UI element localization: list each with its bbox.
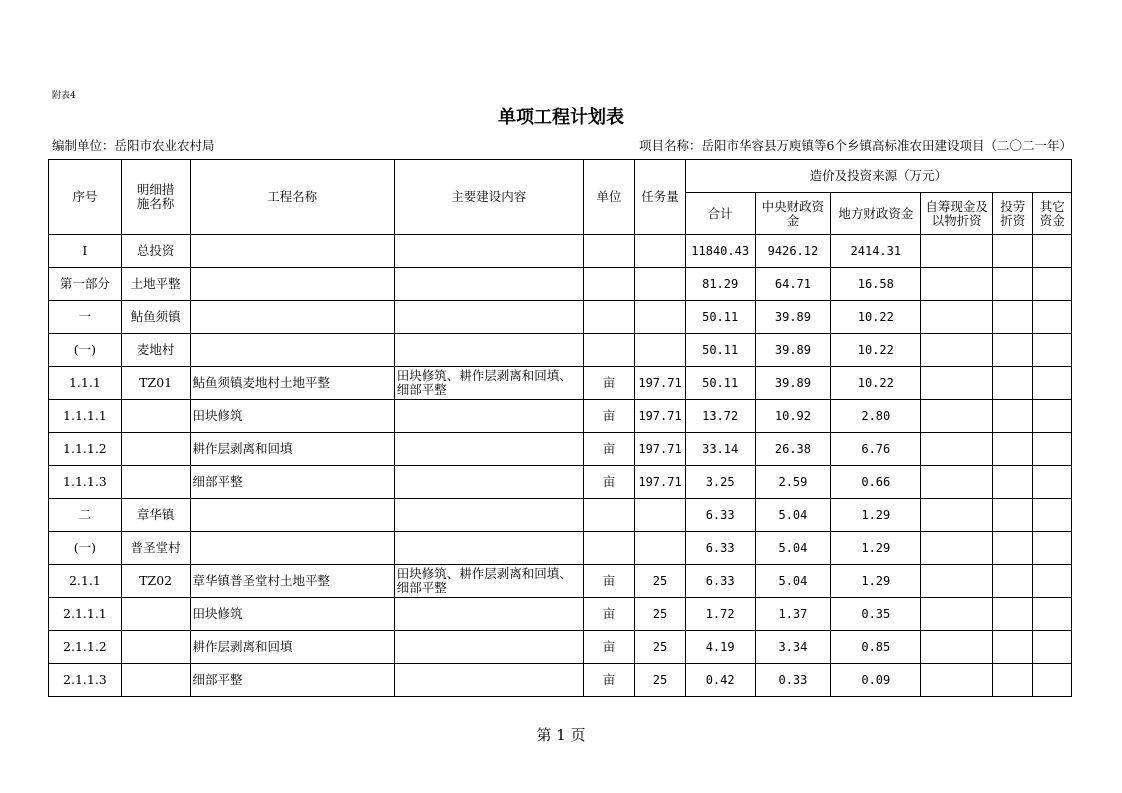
cell-total: 1.72: [685, 598, 755, 631]
cell-name: [190, 499, 394, 532]
cell-measure: [121, 631, 190, 664]
table-row: [49, 499, 1072, 532]
table-row: [49, 268, 1072, 301]
cell-other: [1033, 301, 1072, 334]
cell-local: 10.22: [831, 334, 921, 367]
cell-task: 25: [635, 598, 686, 631]
table-row: [49, 235, 1072, 268]
cell-total: 50.11: [685, 367, 755, 400]
cell-name: [190, 268, 394, 301]
cell-name: [190, 334, 394, 367]
cell-central: 0.33: [755, 664, 831, 697]
cell-total: 6.33: [685, 499, 755, 532]
cell-total: 3.25: [685, 466, 755, 499]
cell-seq: 1.1.1.3: [49, 466, 122, 499]
cell-total: 33.14: [685, 433, 755, 466]
cell-local: 0.35: [831, 598, 921, 631]
cell-seq: (一): [49, 334, 122, 367]
header-task: 任务量: [635, 160, 686, 235]
cell-unit: 亩: [583, 400, 635, 433]
cell-name: 细部平整: [190, 466, 394, 499]
cell-local: 0.09: [831, 664, 921, 697]
cell-measure: 麦地村: [121, 334, 190, 367]
cell-unit: [583, 334, 635, 367]
cell-other: [1033, 268, 1072, 301]
cell-other: [1033, 334, 1072, 367]
cell-other: [1033, 433, 1072, 466]
plan-table: [48, 159, 1072, 697]
cell-measure: 土地平整: [121, 268, 190, 301]
cell-labor: [993, 268, 1033, 301]
cell-unit: [583, 499, 635, 532]
cell-content: [394, 631, 583, 664]
cell-task: [635, 334, 686, 367]
cell-self: [921, 400, 993, 433]
cell-central: 10.92: [755, 400, 831, 433]
cell-content: [394, 664, 583, 697]
cell-seq: 2.1.1.3: [49, 664, 122, 697]
cell-task: [635, 268, 686, 301]
cell-total: 0.42: [685, 664, 755, 697]
cell-central: 39.89: [755, 301, 831, 334]
cell-unit: [583, 301, 635, 334]
cell-local: 0.85: [831, 631, 921, 664]
header-labor: 投劳折资: [993, 193, 1033, 235]
cell-central: 1.37: [755, 598, 831, 631]
cell-content: [394, 301, 583, 334]
attachment-label: 附表4: [52, 91, 76, 101]
cell-measure: 章华镇: [121, 499, 190, 532]
cell-labor: [993, 565, 1033, 598]
cell-seq: 2.1.1: [49, 565, 122, 598]
cell-self: [921, 499, 993, 532]
cell-other: [1033, 631, 1072, 664]
cell-content: [394, 235, 583, 268]
cell-total: 81.29: [685, 268, 755, 301]
cell-task: [635, 301, 686, 334]
cell-content: [394, 400, 583, 433]
cell-name: 细部平整: [190, 664, 394, 697]
cell-labor: [993, 499, 1033, 532]
cell-task: 25: [635, 631, 686, 664]
cell-content: [394, 499, 583, 532]
cell-unit: 亩: [583, 466, 635, 499]
cell-local: 2.80: [831, 400, 921, 433]
header-measure: 明细措施名称: [121, 160, 190, 235]
cell-content: 田块修筑、耕作层剥离和回填、细部平整: [394, 565, 583, 598]
cell-content: [394, 532, 583, 565]
cell-unit: 亩: [583, 367, 635, 400]
cell-labor: [993, 334, 1033, 367]
cell-local: 16.58: [831, 268, 921, 301]
cell-content: [394, 466, 583, 499]
cell-measure: 普圣堂村: [121, 532, 190, 565]
cell-other: [1033, 598, 1072, 631]
cell-labor: [993, 235, 1033, 268]
table-row: [49, 367, 1072, 400]
cell-total: 6.33: [685, 532, 755, 565]
header-self: 自筹现金及以物折资: [921, 193, 993, 235]
table-row: [49, 433, 1072, 466]
cell-local: 10.22: [831, 367, 921, 400]
cell-total: 13.72: [685, 400, 755, 433]
cell-seq: 二: [49, 499, 122, 532]
cell-total: 6.33: [685, 565, 755, 598]
cell-content: [394, 268, 583, 301]
cell-total: 50.11: [685, 301, 755, 334]
cell-unit: [583, 532, 635, 565]
table-row: [49, 631, 1072, 664]
cell-name: 田块修筑: [190, 400, 394, 433]
cell-task: [635, 532, 686, 565]
cell-task: 25: [635, 664, 686, 697]
header-row-top: [49, 160, 1072, 193]
cell-measure: 鲇鱼须镇: [121, 301, 190, 334]
cell-measure: TZ02: [121, 565, 190, 598]
table-row: [49, 466, 1072, 499]
cell-unit: 亩: [583, 433, 635, 466]
cell-unit: 亩: [583, 631, 635, 664]
cell-self: [921, 235, 993, 268]
cell-local: 1.29: [831, 532, 921, 565]
cell-content: [394, 433, 583, 466]
cell-task: [635, 235, 686, 268]
cell-unit: 亩: [583, 565, 635, 598]
header-unit: 单位: [583, 160, 635, 235]
cell-labor: [993, 532, 1033, 565]
cell-seq: 1.1.1.2: [49, 433, 122, 466]
cell-labor: [993, 301, 1033, 334]
cell-measure: 总投资: [121, 235, 190, 268]
cell-seq: (一): [49, 532, 122, 565]
cell-total: 4.19: [685, 631, 755, 664]
cell-name: 耕作层剥离和回填: [190, 433, 394, 466]
cell-self: [921, 334, 993, 367]
cell-content: [394, 334, 583, 367]
cell-unit: [583, 268, 635, 301]
cell-self: [921, 301, 993, 334]
cell-measure: [121, 433, 190, 466]
cell-name: 鲇鱼须镇麦地村土地平整: [190, 367, 394, 400]
cell-local: 1.29: [831, 499, 921, 532]
cell-seq: 2.1.1.2: [49, 631, 122, 664]
cell-central: 9426.12: [755, 235, 831, 268]
cell-central: 39.89: [755, 334, 831, 367]
header-central: 中央财政资金: [755, 193, 831, 235]
cell-central: 5.04: [755, 532, 831, 565]
table-row: [49, 532, 1072, 565]
project-name: 项目名称：岳阳市华容县万庾镇等6个乡镇高标准农田建设项目（二〇二一年）: [639, 138, 1072, 153]
cell-total: 11840.43: [685, 235, 755, 268]
cell-other: [1033, 400, 1072, 433]
cell-local: 10.22: [831, 301, 921, 334]
cell-local: 6.76: [831, 433, 921, 466]
cell-self: [921, 565, 993, 598]
header-local: 地方财政资金: [831, 193, 921, 235]
cell-seq: 1.1.1: [49, 367, 122, 400]
cell-other: [1033, 235, 1072, 268]
table-row: [49, 565, 1072, 598]
cell-central: 64.71: [755, 268, 831, 301]
page-number: 第 1 页: [536, 726, 586, 744]
cell-unit: 亩: [583, 664, 635, 697]
cell-self: [921, 664, 993, 697]
cell-self: [921, 598, 993, 631]
cell-measure: [121, 664, 190, 697]
table-row: [49, 598, 1072, 631]
cell-central: 2.59: [755, 466, 831, 499]
cell-central: 3.34: [755, 631, 831, 664]
cell-other: [1033, 367, 1072, 400]
cell-self: [921, 532, 993, 565]
cell-measure: [121, 466, 190, 499]
cell-labor: [993, 664, 1033, 697]
cell-other: [1033, 565, 1072, 598]
cell-task: 25: [635, 565, 686, 598]
cell-name: 耕作层剥离和回填: [190, 631, 394, 664]
cell-labor: [993, 400, 1033, 433]
cell-unit: [583, 235, 635, 268]
header-total: 合计: [685, 193, 755, 235]
cell-name: 田块修筑: [190, 598, 394, 631]
cell-labor: [993, 433, 1033, 466]
cell-self: [921, 268, 993, 301]
cell-name: 章华镇普圣堂村土地平整: [190, 565, 394, 598]
cell-self: [921, 367, 993, 400]
cell-seq: I: [49, 235, 122, 268]
cell-other: [1033, 466, 1072, 499]
table-row: [49, 400, 1072, 433]
cell-content: [394, 598, 583, 631]
header-name: 工程名称: [190, 160, 394, 235]
cell-self: [921, 433, 993, 466]
cell-name: [190, 235, 394, 268]
table-row: [49, 664, 1072, 697]
cell-task: 197.71: [635, 466, 686, 499]
table-row: [49, 301, 1072, 334]
header-other: 其它资金: [1033, 193, 1072, 235]
cell-local: 2414.31: [831, 235, 921, 268]
cell-seq: 一: [49, 301, 122, 334]
cell-central: 5.04: [755, 499, 831, 532]
cell-name: [190, 532, 394, 565]
cell-seq: 第一部分: [49, 268, 122, 301]
header-content: 主要建设内容: [394, 160, 583, 235]
cell-measure: [121, 598, 190, 631]
cell-name: [190, 301, 394, 334]
cell-task: 197.71: [635, 433, 686, 466]
cell-seq: 1.1.1.1: [49, 400, 122, 433]
cell-labor: [993, 466, 1033, 499]
cell-task: 197.71: [635, 367, 686, 400]
cell-self: [921, 631, 993, 664]
cell-labor: [993, 631, 1033, 664]
cell-other: [1033, 532, 1072, 565]
cell-local: 1.29: [831, 565, 921, 598]
cell-unit: 亩: [583, 598, 635, 631]
cell-task: [635, 499, 686, 532]
cell-other: [1033, 499, 1072, 532]
page-title: 单项工程计划表: [498, 107, 624, 128]
cell-labor: [993, 367, 1033, 400]
cell-labor: [993, 598, 1033, 631]
table-row: [49, 334, 1072, 367]
cell-self: [921, 466, 993, 499]
cell-total: 50.11: [685, 334, 755, 367]
cell-task: 197.71: [635, 400, 686, 433]
cell-central: 5.04: [755, 565, 831, 598]
cell-central: 26.38: [755, 433, 831, 466]
cell-other: [1033, 664, 1072, 697]
cell-central: 39.89: [755, 367, 831, 400]
cell-local: 0.66: [831, 466, 921, 499]
header-source: 造价及投资来源（万元）: [685, 160, 1071, 193]
header-seq: 序号: [49, 160, 122, 235]
cell-seq: 2.1.1.1: [49, 598, 122, 631]
cell-content: 田块修筑、耕作层剥离和回填、细部平整: [394, 367, 583, 400]
cell-measure: [121, 400, 190, 433]
cell-measure: TZ01: [121, 367, 190, 400]
compiling-unit: 编制单位：岳阳市农业农村局: [52, 138, 215, 153]
